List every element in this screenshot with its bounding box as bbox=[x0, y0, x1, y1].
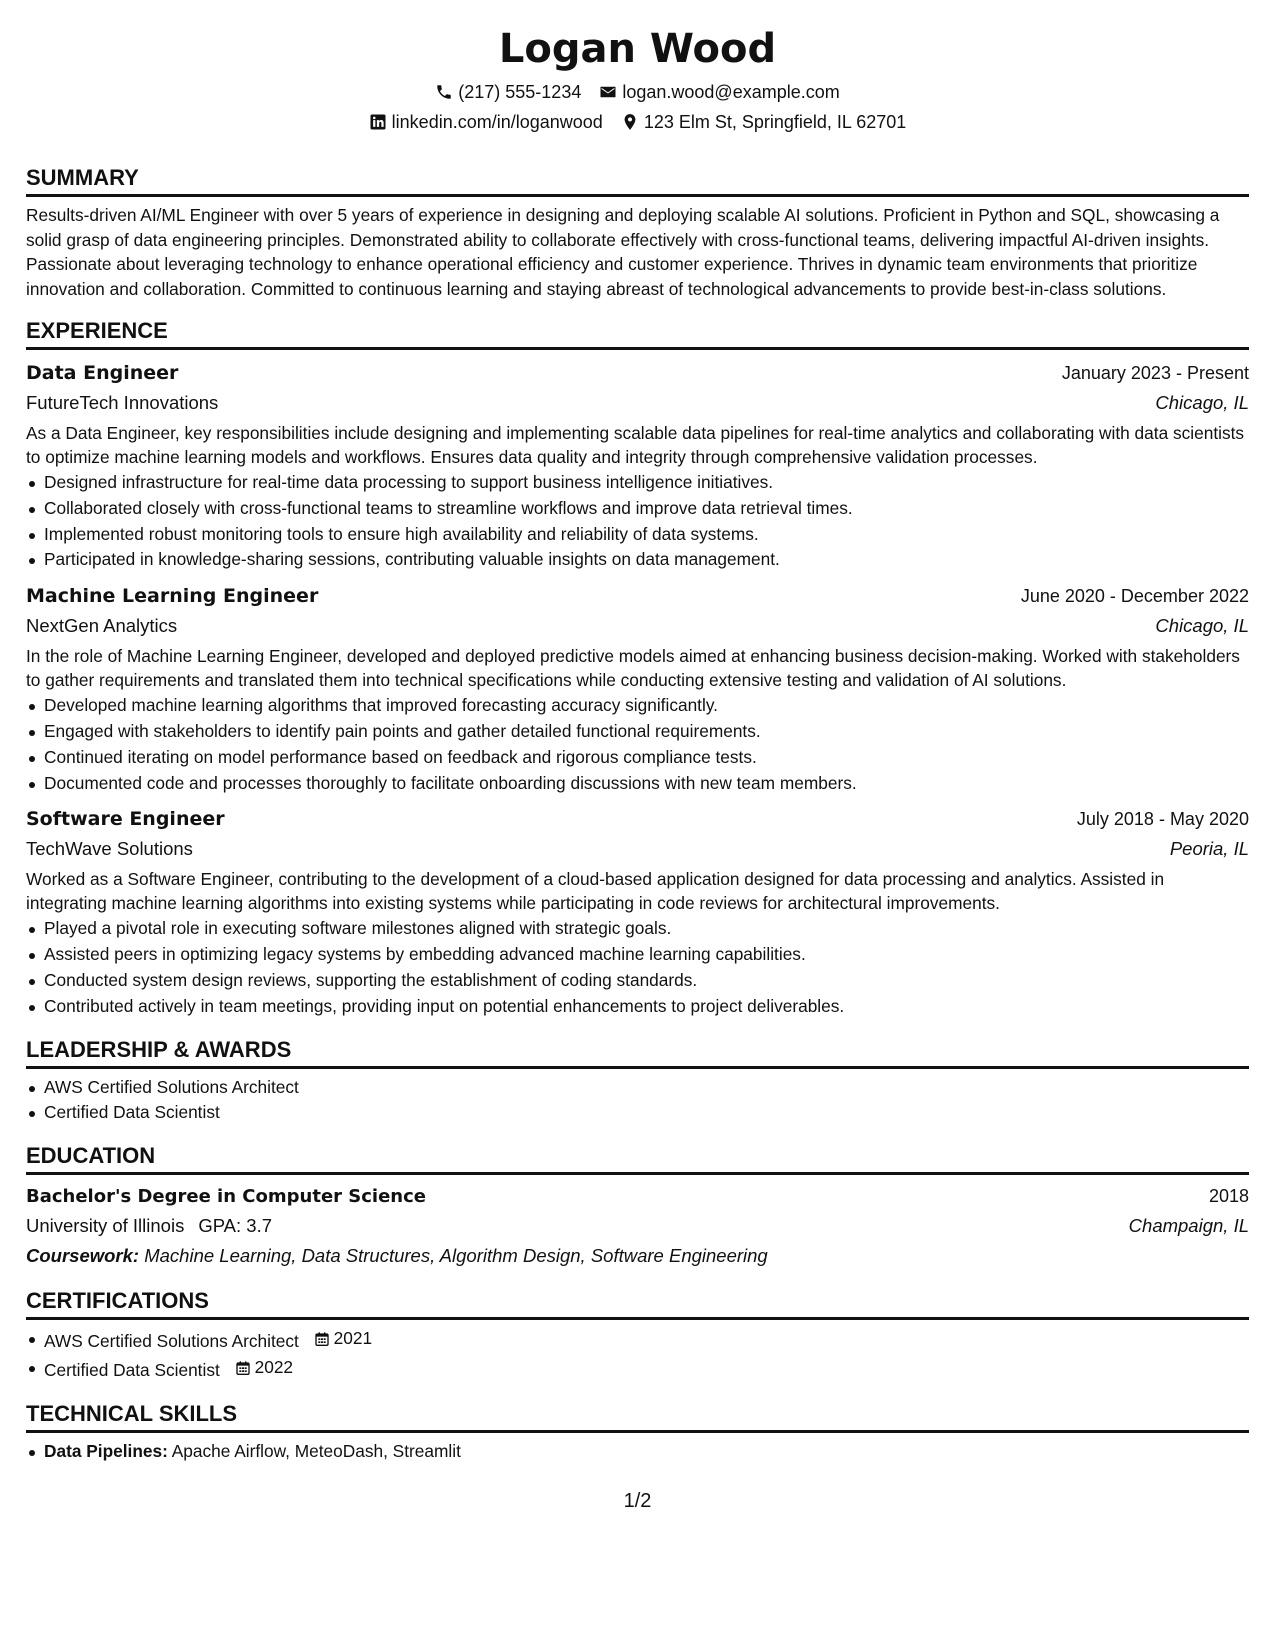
list-item bbox=[26, 1355, 1249, 1384]
list-item: Contributed actively in team meetings, providing input on potential enhancements to project deliverables. bbox=[26, 994, 1249, 1020]
skill-value: Apache Airflow, MeteoDash, Streamlit bbox=[171, 1440, 461, 1461]
certifications-section bbox=[26, 1287, 1249, 1383]
job-title: Data Engineer bbox=[26, 362, 179, 384]
job-dates: June 2020 - December 2022 bbox=[1020, 586, 1249, 607]
summary-text: Results-driven AI/ML Engineer with over 5 years of experience in designing and deploying scalable AI solutions. Proficient in Python and SQL, showcasing a solid grasp of data engineering principles. Demonstrated ability to collaborate effectively with cross-functional teams, delivering impactful AI-driven insights. Passionate about leveraging technology to enhance operational efficiency and customer experience. Thrives in dynamic team environments that prioritize innovation and collaboration. Committed to continuous learning and staying abreast of technological advancements to provide best-in-class solutions. bbox=[26, 205, 1220, 299]
section-title-experience: EXPERIENCE bbox=[26, 317, 1249, 350]
list-item: Certified Data Scientist bbox=[26, 1100, 1249, 1126]
envelope-icon bbox=[599, 83, 617, 101]
job-entry bbox=[26, 358, 1249, 573]
page-number: 1/2 bbox=[623, 1490, 652, 1512]
job-location: Chicago, IL bbox=[1155, 392, 1249, 413]
job-bullets bbox=[26, 470, 1249, 573]
job-title: Machine Learning Engineer bbox=[26, 585, 319, 608]
section-title-education: EDUCATION bbox=[26, 1142, 1249, 1175]
list-item: Collaborated closely with cross-functional teams to streamline workflows and improve data retrieval times. bbox=[26, 496, 1249, 522]
skills-section bbox=[26, 1400, 1249, 1465]
calendar-icon bbox=[314, 1331, 330, 1347]
job-dates: January 2023 - Present bbox=[1061, 363, 1249, 383]
linkedin-icon bbox=[369, 113, 387, 131]
job-description: In the role of Machine Learning Engineer, developed and deployed predictive models aimed at enhancing business decision-making. Worked with stakeholders to gather requirements and translated them into technical specifications while conducting extensive testing and validation of AI solutions. bbox=[26, 646, 1240, 691]
address-text: 123 Elm St, Springfield, IL 62701 bbox=[643, 112, 907, 132]
job-company: FutureTech Innovations bbox=[26, 392, 219, 413]
map-pin-icon bbox=[621, 113, 639, 131]
phone-text: (217) 555-1234 bbox=[458, 82, 582, 102]
job-entry bbox=[26, 581, 1249, 796]
section-title-skills: TECHNICAL SKILLS bbox=[26, 1400, 1249, 1433]
list-item bbox=[26, 1439, 1249, 1465]
education-degree: Bachelor's Degree in Computer Science bbox=[26, 1186, 426, 1208]
job-entry bbox=[26, 804, 1249, 1019]
certification-year: 2021 bbox=[333, 1328, 373, 1349]
list-item: Participated in knowledge-sharing sessions, contributing valuable insights on data management. bbox=[26, 547, 1249, 573]
certifications-list bbox=[26, 1326, 1249, 1383]
contact-address bbox=[621, 108, 907, 136]
job-dates: July 2018 - May 2020 bbox=[1076, 809, 1249, 830]
job-title: Software Engineer bbox=[26, 808, 225, 831]
experience-section bbox=[26, 317, 1249, 1020]
summary-section bbox=[26, 164, 1249, 301]
education-school-line bbox=[26, 1211, 272, 1241]
job-location: Peoria, IL bbox=[1169, 838, 1249, 860]
list-item: Documented code and processes thoroughly to facilitate onboarding discussions with new team members. bbox=[26, 771, 1249, 797]
contact-phone bbox=[435, 78, 581, 106]
job-bullets bbox=[26, 693, 1249, 796]
certification-date bbox=[235, 1355, 293, 1381]
list-item: Conducted system design reviews, supporting the establishment of coding standards. bbox=[26, 968, 1249, 994]
contact-email[interactable] bbox=[599, 78, 839, 106]
job-location: Chicago, IL bbox=[1155, 615, 1249, 637]
leadership-section bbox=[26, 1036, 1249, 1127]
coursework-label: Coursework: bbox=[26, 1245, 140, 1267]
list-item: Continued iterating on model performance based on feedback and rigorous compliance tests. bbox=[26, 745, 1249, 771]
education-year: 2018 bbox=[1208, 1186, 1249, 1207]
contact-row-2 bbox=[26, 108, 1249, 136]
job-description: As a Data Engineer, key responsibilities include designing and implementing scalable data pipelines for real-time analytics and collaborating with data scientists to optimize machine learning models and workflows. Ensures data quality and integrity through comprehensive validation processes. bbox=[26, 423, 1245, 467]
job-company: NextGen Analytics bbox=[26, 615, 178, 637]
section-title-summary: SUMMARY bbox=[26, 164, 1249, 197]
job-company: TechWave Solutions bbox=[26, 838, 193, 860]
education-coursework bbox=[26, 1241, 1249, 1271]
resume-header bbox=[26, 0, 1249, 136]
email-text: logan.wood@example.com bbox=[622, 82, 840, 102]
list-item: Designed infrastructure for real-time data processing to support business intelligence initiatives. bbox=[26, 470, 1249, 496]
certification-name: AWS Certified Solutions Architect bbox=[44, 1331, 299, 1352]
coursework-text: Machine Learning, Data Structures, Algorithm Design, Software Engineering bbox=[144, 1245, 768, 1267]
education-school: University of Illinois bbox=[26, 1215, 185, 1237]
phone-icon bbox=[435, 83, 453, 101]
list-item: AWS Certified Solutions Architect bbox=[26, 1075, 1249, 1101]
list-item: Assisted peers in optimizing legacy systems by embedding advanced machine learning capabilities. bbox=[26, 942, 1249, 968]
list-item: Implemented robust monitoring tools to ensure high availability and reliability of data systems. bbox=[26, 522, 1249, 548]
education-gpa: GPA: 3.7 bbox=[198, 1215, 273, 1237]
linkedin-text: linkedin.com/in/loganwood bbox=[391, 112, 603, 132]
leadership-list bbox=[26, 1075, 1249, 1127]
skill-label: Data Pipelines: bbox=[44, 1440, 168, 1461]
list-item: Played a pivotal role in executing software milestones aligned with strategic goals. bbox=[26, 916, 1249, 942]
candidate-name: Logan Wood bbox=[498, 26, 777, 72]
certification-name: Certified Data Scientist bbox=[44, 1359, 220, 1380]
certification-year: 2022 bbox=[254, 1356, 294, 1377]
education-location: Champaign, IL bbox=[1128, 1215, 1249, 1237]
calendar-icon bbox=[235, 1360, 251, 1376]
certification-date bbox=[314, 1326, 372, 1352]
contact-linkedin[interactable] bbox=[369, 108, 603, 136]
skills-list bbox=[26, 1439, 1249, 1465]
contact-row-1 bbox=[26, 78, 1249, 106]
job-description: Worked as a Software Engineer, contributing to the development of a cloud-based application designed for data processing and analytics. Assisted in integrating machine learning algorithms into existing systems while participating in code reviews for architectural improvements. bbox=[26, 869, 1165, 914]
list-item bbox=[26, 1326, 1249, 1355]
job-bullets bbox=[26, 916, 1249, 1019]
list-item: Engaged with stakeholders to identify pain points and gather detailed functional requirements. bbox=[26, 719, 1249, 745]
education-section bbox=[26, 1142, 1249, 1271]
list-item: Developed machine learning algorithms that improved forecasting accuracy significantly. bbox=[26, 693, 1249, 719]
section-title-certifications: CERTIFICATIONS bbox=[26, 1287, 1249, 1320]
section-title-leadership: LEADERSHIP & AWARDS bbox=[26, 1036, 1249, 1069]
